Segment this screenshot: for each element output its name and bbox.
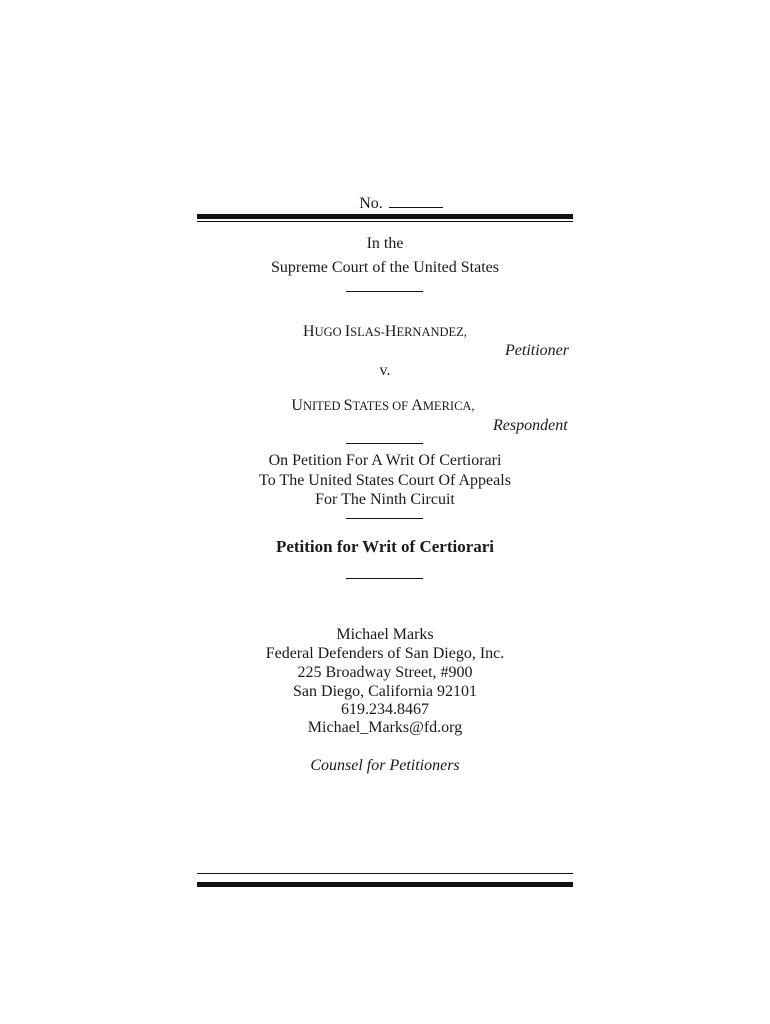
counsel-email: Michael_Marks@fd.org	[307, 719, 463, 736]
petitioner-name: HUGO ISLAS-HERNANDEZ,	[303, 323, 467, 340]
case-number	[0, 193, 770, 214]
case-number-label: No.	[359, 195, 383, 212]
counsel-street: 225 Broadway Street, #900	[297, 664, 473, 681]
case-number-blank	[389, 193, 443, 208]
counsel-city: San Diego, California 92101	[293, 683, 477, 700]
divider-rule	[346, 518, 423, 519]
bottom-thin-rule	[197, 873, 573, 874]
petition-on-line-2: To The United States Court Of Appeals	[259, 472, 511, 489]
counsel-name: Michael Marks	[336, 626, 434, 643]
respondent-name: UNITED STATES OF AMERICA,	[291, 397, 475, 414]
versus: v.	[379, 362, 391, 379]
counsel-phone: 619.234.8467	[341, 701, 429, 718]
top-thin-rule	[197, 221, 573, 222]
petition-on-line-3: For The Ninth Circuit	[315, 491, 455, 508]
petitioner-role: Petitioner	[505, 342, 569, 359]
court-intro: In the	[366, 235, 404, 252]
top-thick-rule	[197, 214, 573, 219]
counsel-role: Counsel for Petitioners	[310, 757, 460, 774]
divider-rule	[346, 291, 423, 292]
counsel-organization: Federal Defenders of San Diego, Inc.	[265, 645, 505, 662]
petition-on-line-1: On Petition For A Writ Of Certiorari	[268, 452, 502, 469]
document-title: Petition for Writ of Certiorari	[275, 537, 495, 556]
court-name: Supreme Court of the United States	[271, 259, 499, 276]
divider-rule	[346, 443, 423, 444]
divider-rule	[346, 578, 423, 579]
respondent-role: Respondent	[493, 417, 568, 434]
bottom-thick-rule	[197, 882, 573, 887]
